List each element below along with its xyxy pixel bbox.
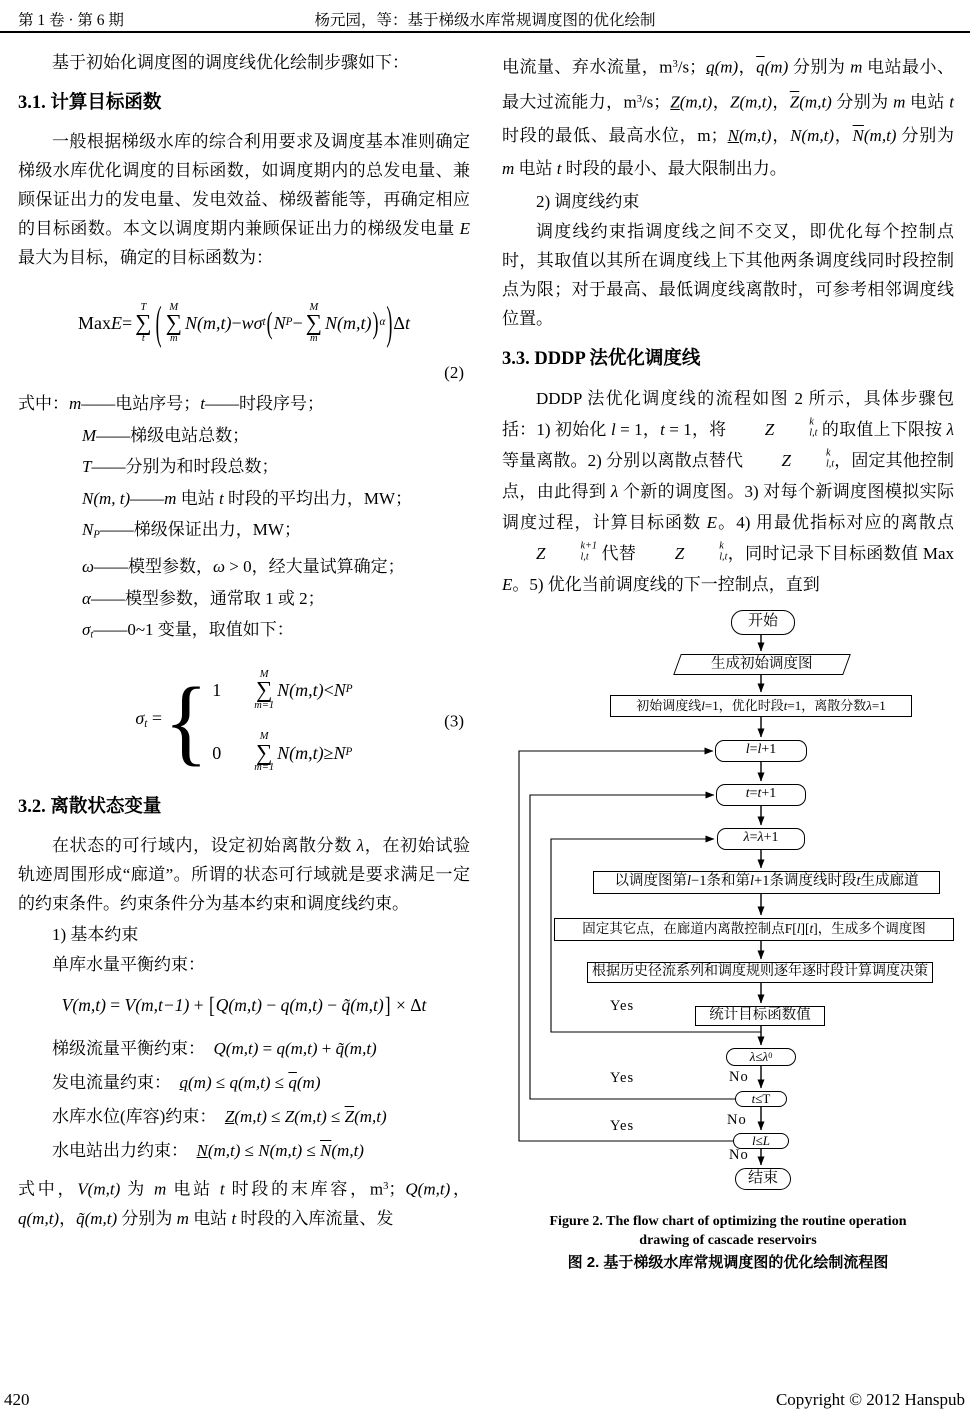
variable-definition-list — [18, 388, 470, 651]
no-label: No — [729, 1068, 749, 1085]
formula-2-tag: (2) — [444, 363, 464, 382]
flow-increment-lambda-box: λ = λ +1 — [717, 828, 805, 850]
running-title: 杨元园，等：基于梯级水库常规调度图的优化绘制 — [314, 12, 656, 29]
no-label: No — [729, 1146, 749, 1163]
flow-decision-lambda: λ ≤ λ 0 — [726, 1048, 796, 1066]
definition-line: 式中：m——电站序号；t——时段序号； — [18, 394, 325, 413]
flow-generate-label: 生成初始调度图 — [711, 655, 813, 672]
flow-init-box: 初始调度线 l =1，优化时段 t =1，离散分数 λ =1 — [610, 695, 912, 717]
flow-generate-parallelogram — [673, 654, 851, 675]
figure-caption — [502, 1212, 954, 1274]
left-brace: { — [164, 667, 209, 775]
sigma-cases-formula — [18, 661, 470, 781]
constraint-line: 水电站出力约束： $N(m,t) \le N(m,t) \le \overline{N}(m,t)$ — [52, 1141, 364, 1161]
figure-caption-chinese: 图 2. 基于梯级水库常规调度图的优化绘制流程图 — [567, 1253, 889, 1271]
constraint-line: 梯级流量平衡约束： Q(m,t) = q(m,t) + q̃(m,t) — [52, 1039, 377, 1059]
left-column — [18, 48, 470, 1235]
no-label: No — [727, 1111, 747, 1128]
case-row-2: 0 M ∑ m=1 N(m,t) ≥ N P — [212, 731, 353, 774]
definition-line: σt——0~1 变量，取值如下： — [82, 620, 294, 641]
flow-increment-t-box: t = t +1 — [716, 784, 806, 806]
water-balance-label: 单库水量平衡约束： — [52, 955, 205, 975]
header-rule — [0, 31, 970, 33]
flowchart-figure — [502, 608, 954, 1196]
section-3-2-paragraph: 在状态的可行域内，设定初始离散分数 λ，在初始试验轨迹周围形成“廊道”。所谓的状态可行域就是要求满足一定的约束条件。约束条件分为基本约束和调度线约束。 — [18, 836, 470, 914]
figure-caption-english: Figure 2. The flow chart of optimizing the routine operation drawing of cascade reservoirs — [549, 1213, 907, 1248]
notation-paragraph: 式中，V(m,t) 为 m 电站 t 时段的末库容，$m^3$；Q(m,t)，q(m,t)，q̃(m,t) 分别为 m 电站 t 时段的入库流量、发 — [18, 1179, 471, 1228]
section-3-1-paragraph: 一般根据梯级水库的综合利用要求及调度基本准则确定梯级水库优化调度的目标函数，如调度期内的总发电量、兼顾保证出力的发电量、发电效益、梯级蓄能等，再确定相应的目标函数。本文以调度期内兼顾保证出力的梯级发电量 E 最大为目标，确定的目标函数为： — [18, 132, 470, 267]
definition-line: NP——梯级保证出力，MW； — [82, 520, 301, 541]
page-number: 420 — [4, 1390, 30, 1409]
objective-function-formula — [18, 284, 470, 384]
copyright-notice: Copyright © 2012 Hanspub — [775, 1390, 965, 1409]
list-item-2: 2) 调度线约束 — [536, 191, 640, 211]
right-column — [502, 48, 954, 1274]
definition-line: M——梯级电站总数； — [82, 425, 250, 445]
formula-3-tag: (3) — [444, 711, 464, 731]
section-heading-3-3: 3.3. DDDP 法优化调度线 — [502, 348, 701, 369]
flow-statistics-box: 统计目标函数值 — [695, 1006, 825, 1026]
intro-paragraph: 基于初始化调度图的调度线优化绘制步骤如下： — [52, 53, 409, 72]
formula-3-lhs: σt = — [135, 707, 163, 730]
flow-corridor-box: 以调度图第 l −1条和第 l +1条调度线时段 t 生成廊道 — [593, 871, 940, 894]
yes-label: Yes — [610, 1117, 635, 1134]
page-header — [18, 6, 952, 30]
formula-2-body: Max E = T ∑ t ( M ∑ m N(m,t) − wσ t ( N P − M ∑ m N(m,t) ) α ) Δ t — [78, 296, 410, 349]
page-footer — [4, 1388, 965, 1410]
list-item-1: 1) 基本约束 — [52, 925, 139, 945]
definition-line: ω——模型参数，ω > 0，经大量试算确定； — [82, 557, 405, 577]
section-heading-3-2: 3.2. 离散状态变量 — [18, 797, 162, 818]
section-3-3-paragraph: DDDP 法优化调度线的流程如图 2 所示，具体步骤包括：1) 初始化 l = 1，t = 1，将 Z k l,t 的取值上下限按 λ 等量离散。2) 分别以离散点替代 Z k l,t ，固定其他控制点，由此得到 λ 个新的调度图。3) 对每个新调度图模拟实际调度过程，计算目标函数 E。4) 用最优指标对应的离散点 Z k+1 l,t 代替 Z k l,t ，同时记录下目标函数值 Max E。5) 优化当前调度线的下一控制点，直到 — [502, 388, 955, 594]
constraint-line: 发电流量约束： $q(m) \le q(m,t) \le \overline{q}(m)$ — [52, 1073, 321, 1093]
constraint-line: 水库水位(库容)约束： $Z(m,t) \le Z(m,t) \le \overline{Z}(m,t)$ — [52, 1107, 387, 1127]
definition-line: α——模型参数，通常取 1 或 2； — [82, 588, 325, 608]
yes-label: Yes — [610, 997, 635, 1014]
formula-3-cases — [212, 669, 352, 774]
section-heading-3-1: 3.1. 计算目标函数 — [18, 93, 162, 113]
water-balance-formula: V(m,t) = V(m,t−1) + [Q(m,t) − q(m,t) − q̃(m,t)] × Δt — [61, 991, 427, 1019]
notation-continued-paragraph: 电流量、弃水流量，$m^3/s$；q(m)，$\overline{q}(m)$ 分别为 m 电站最小、最大过流能力，$m^3/s$；Z(m,t)，Z(m,t)，$\overline{Z}(m,t)$ 分别为 m 电站 t 时段的最低、最高水位，m；N(m,t)，N(m,t)，$\overline{N}(m,t)$ 分别为 m 电站 t 时段的最小、最大限制出力。 — [502, 57, 955, 178]
definition-line: N(m, t)——m 电站 t 时段的平均出力，MW； — [82, 488, 413, 508]
flow-end-terminal: 结束 — [735, 1168, 791, 1190]
flow-fix-points-box: 固定其它点，在廊道内离散控制点F[ l ][ t ]，生成多个调度图 — [554, 918, 954, 941]
yes-label: Yes — [610, 1069, 635, 1086]
case-row-1: 1 M ∑ m=1 N(m,t) < N P — [212, 668, 353, 711]
flow-start-terminal: 开始 — [731, 610, 795, 635]
flow-increment-l-box: l = l +1 — [715, 740, 807, 762]
scheduling-line-constraint-paragraph: 调度线约束指调度线之间不交叉，即优化每个控制点时，其取值以其所在调度线上下其他两条调度线同时段控制点为限；对于最高、最低调度线离散时，可参考相邻调度线位置。 — [502, 221, 954, 328]
journal-issue: 第 1 卷 · 第 6 期 — [18, 12, 124, 29]
flow-decision-t: t ≤T — [735, 1091, 787, 1107]
flow-decision-l: l ≤ L — [733, 1133, 789, 1149]
definition-line: T——分别为和时段总数； — [82, 457, 279, 476]
flow-calc-decision-box: 根据历史径流系列和调度规则逐年逐时段计算调度决策 — [587, 962, 933, 983]
